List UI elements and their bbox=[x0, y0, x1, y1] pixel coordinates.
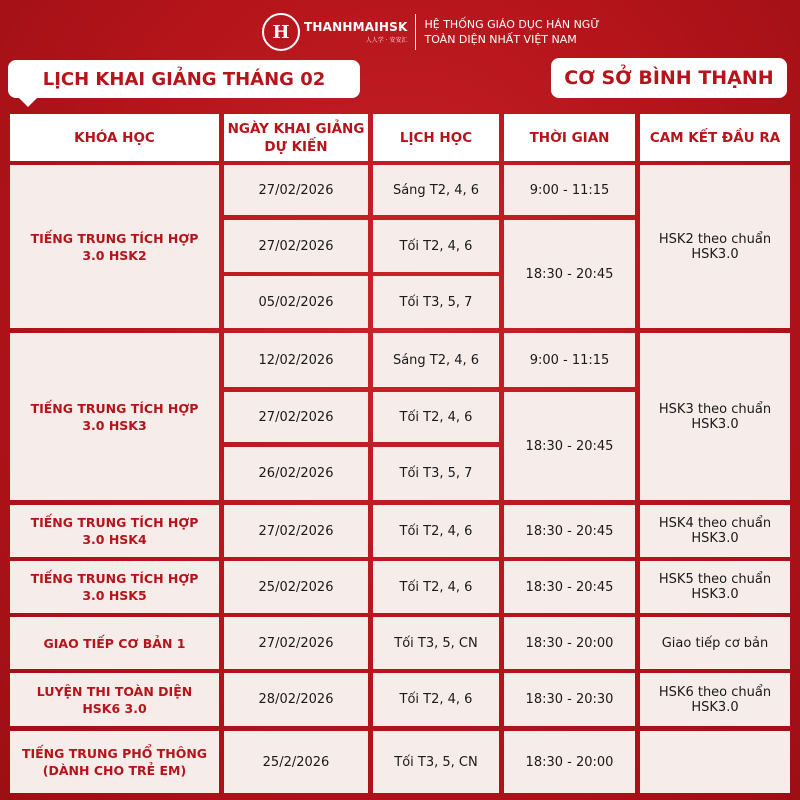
course-cell: TIẾNG TRUNG TÍCH HỢP 3.0 HSK4 bbox=[10, 505, 219, 557]
time-cell: 18:30 - 20:00 bbox=[504, 617, 635, 669]
page-title: LỊCH KHAI GIẢNG THÁNG 02 bbox=[8, 60, 360, 98]
course-cell: GIAO TIẾP CƠ BẢN 1 bbox=[10, 617, 219, 669]
column-header-time: THỜI GIAN bbox=[504, 114, 635, 161]
outcome-cell: HSK2 theo chuẩn HSK3.0 bbox=[640, 165, 790, 328]
logo-name: THANHMAIHSK bbox=[304, 20, 408, 34]
schedule-cell: Tối T2, 4, 6 bbox=[373, 220, 499, 272]
outcome-cell: HSK4 theo chuẩn HSK3.0 bbox=[640, 505, 790, 557]
outcome-cell: HSK5 theo chuẩn HSK3.0 bbox=[640, 561, 790, 613]
course-cell: TIẾNG TRUNG TÍCH HỢP 3.0 HSK3 bbox=[10, 333, 219, 500]
time-cell: 18:30 - 20:45 bbox=[504, 392, 635, 500]
date-cell: 27/02/2026 bbox=[224, 505, 368, 557]
date-cell: 25/02/2026 bbox=[224, 561, 368, 613]
outcome-cell: HSK3 theo chuẩn HSK3.0 bbox=[640, 333, 790, 500]
schedule-cell: Tối T2, 4, 6 bbox=[373, 673, 499, 726]
date-cell: 12/02/2026 bbox=[224, 333, 368, 387]
logo-subtitle: 人人学 · 安安汇 bbox=[365, 37, 408, 44]
schedule-cell: Tối T3, 5, 7 bbox=[373, 276, 499, 328]
schedule-cell: Tối T3, 5, CN bbox=[373, 617, 499, 669]
date-cell: 26/02/2026 bbox=[224, 447, 368, 500]
course-cell: TIẾNG TRUNG TÍCH HỢP 3.0 HSK5 bbox=[10, 561, 219, 613]
tagline-line1: HỆ THỐNG GIÁO DỤC HÁN NGỮ bbox=[424, 18, 600, 31]
column-header-outcome: CAM KẾT ĐẦU RA bbox=[640, 114, 790, 161]
column-header-schedule: LỊCH HỌC bbox=[373, 114, 499, 161]
time-cell: 18:30 - 20:45 bbox=[504, 505, 635, 557]
course-cell: TIẾNG TRUNG TÍCH HỢP 3.0 HSK2 bbox=[10, 165, 219, 328]
date-cell: 28/02/2026 bbox=[224, 673, 368, 726]
date-cell: 25/2/2026 bbox=[224, 731, 368, 793]
column-header-start-date: NGÀY KHAI GIẢNG DỰ KIẾN bbox=[224, 114, 368, 161]
schedule-cell: Sáng T2, 4, 6 bbox=[373, 165, 499, 215]
date-cell: 27/02/2026 bbox=[224, 392, 368, 442]
date-cell: 27/02/2026 bbox=[224, 165, 368, 215]
schedule-cell: Sáng T2, 4, 6 bbox=[373, 333, 499, 387]
logo-icon: H bbox=[262, 13, 300, 51]
schedule-cell: Tối T2, 4, 6 bbox=[373, 505, 499, 557]
outcome-cell: Giao tiếp cơ bản bbox=[640, 617, 790, 669]
branch-label: CƠ SỞ BÌNH THẠNH bbox=[551, 58, 787, 98]
date-cell: 05/02/2026 bbox=[224, 276, 368, 328]
date-cell: 27/02/2026 bbox=[224, 617, 368, 669]
course-cell: TIẾNG TRUNG PHỔ THÔNG (DÀNH CHO TRẺ EM) bbox=[10, 731, 219, 793]
time-cell: 18:30 - 20:45 bbox=[504, 220, 635, 328]
time-cell: 9:00 - 11:15 bbox=[504, 165, 635, 215]
time-cell: 18:30 - 20:00 bbox=[504, 731, 635, 793]
course-cell: LUYỆN THI TOÀN DIỆN HSK6 3.0 bbox=[10, 673, 219, 726]
schedule-cell: Tối T2, 4, 6 bbox=[373, 392, 499, 442]
outcome-cell bbox=[640, 731, 790, 793]
time-cell: 18:30 - 20:45 bbox=[504, 561, 635, 613]
column-header-course: KHÓA HỌC bbox=[10, 114, 219, 161]
time-cell: 18:30 - 20:30 bbox=[504, 673, 635, 726]
time-cell: 9:00 - 11:15 bbox=[504, 333, 635, 387]
schedule-cell: Tối T3, 5, 7 bbox=[373, 447, 499, 500]
schedule-cell: Tối T2, 4, 6 bbox=[373, 561, 499, 613]
date-cell: 27/02/2026 bbox=[224, 220, 368, 272]
schedule-cell: Tối T3, 5, CN bbox=[373, 731, 499, 793]
outcome-cell: HSK6 theo chuẩn HSK3.0 bbox=[640, 673, 790, 726]
tagline-line2: TOÀN DIỆN NHẤT VIỆT NAM bbox=[424, 33, 577, 46]
